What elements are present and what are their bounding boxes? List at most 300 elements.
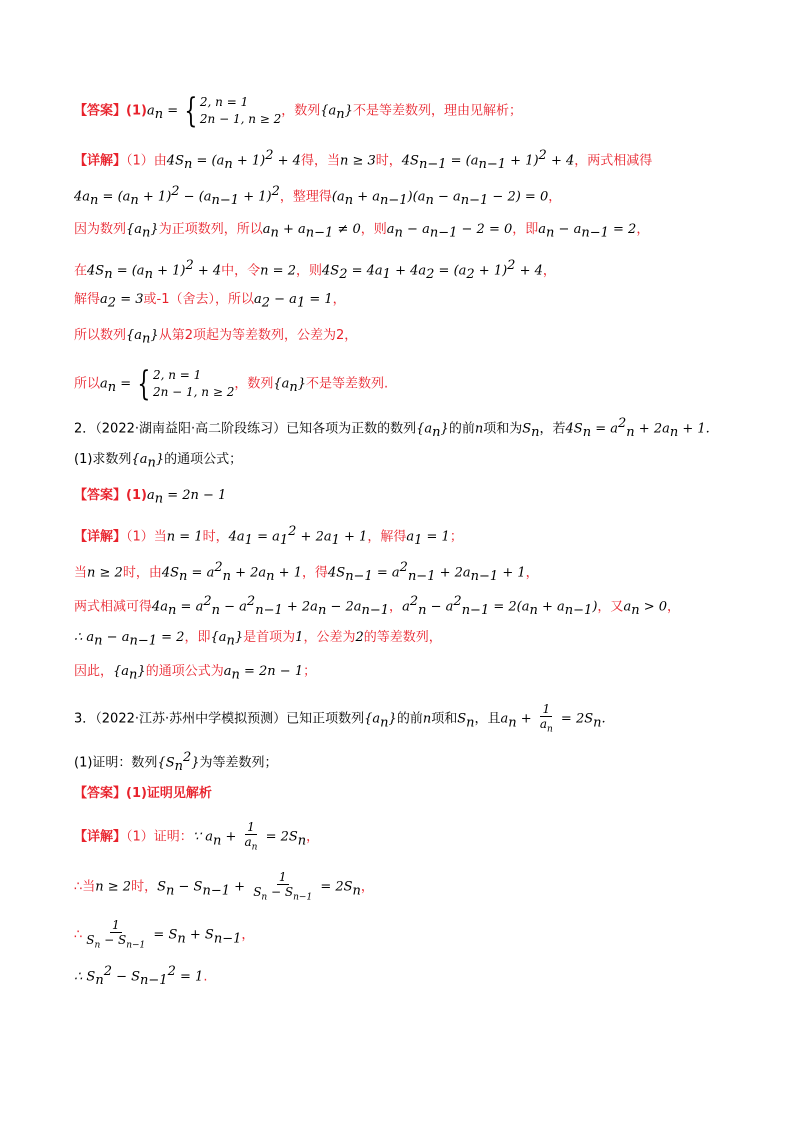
- math-text: 4S: [166, 153, 184, 169]
- math-text: = 3: [116, 292, 144, 307]
- subscript: n: [508, 715, 517, 731]
- math-text: +: [221, 829, 241, 845]
- fraction-numerator: 1: [111, 918, 120, 932]
- case-row: 2, n = 1: [199, 95, 249, 109]
- math-text: {a: [126, 328, 143, 343]
- subscript: n: [142, 331, 151, 347]
- text-run: 【答案】(1)证明见解析: [74, 786, 212, 801]
- text-run: 两式相减可得: [74, 599, 153, 615]
- superscript: 2: [171, 184, 180, 199]
- text-run: 时，: [375, 153, 402, 169]
- math-text: = 2n − 1: [239, 664, 304, 679]
- text-line: [74, 820, 319, 854]
- text-line: [74, 592, 680, 621]
- subscript: n: [94, 633, 103, 649]
- math-text: = 2n − 1: [163, 488, 227, 503]
- subscript: n: [226, 633, 235, 649]
- math-text: + a: [278, 222, 306, 237]
- subscript: n: [144, 266, 153, 282]
- subscript: n: [107, 380, 117, 396]
- math-text: }: [297, 376, 307, 392]
- math-text: n = 1: [166, 529, 203, 545]
- text-run: (1)求数列: [74, 452, 132, 467]
- subscript: n: [104, 266, 113, 282]
- text-run: ，则: [360, 222, 387, 237]
- superscript: 2: [271, 184, 280, 199]
- text-run: 的等差数列，: [363, 630, 442, 645]
- text-run: ，得: [301, 565, 328, 581]
- text-run: ，: [360, 879, 374, 895]
- text-run: ，: [525, 565, 539, 581]
- subscript: n: [529, 602, 538, 618]
- superscript: 2: [507, 258, 516, 273]
- math-text: − 2) = 0: [488, 189, 549, 205]
- text-run: ，若: [539, 421, 566, 437]
- subscript: n: [425, 192, 434, 208]
- math-text: ∴ a: [74, 630, 95, 645]
- superscript: 2: [246, 594, 256, 609]
- subscript: n−1: [460, 192, 489, 208]
- text-run: .: [203, 969, 208, 985]
- text-line: [74, 486, 226, 510]
- superscript: 2: [618, 416, 627, 431]
- math-text: a: [406, 529, 415, 545]
- text-run: 从第2项起为等差数列，公差为2，: [158, 328, 358, 343]
- math-text: {a: [131, 452, 148, 467]
- subscript: 2: [107, 295, 117, 311]
- math-text: + 2a: [634, 421, 670, 437]
- math-text: + 2a: [435, 565, 471, 581]
- math-text: 4S: [565, 421, 583, 437]
- math-text: (a: [331, 189, 345, 205]
- math-text: }: [191, 755, 200, 771]
- subscript: n: [582, 424, 592, 440]
- math-text: = 1: [175, 969, 204, 985]
- math-text: + 2a: [230, 565, 267, 581]
- subscript: n: [336, 107, 345, 123]
- text-run: ，整理得: [279, 189, 332, 205]
- text-run: （1）当: [126, 529, 167, 545]
- subscript: n: [183, 156, 193, 172]
- math-text: − S: [174, 879, 203, 895]
- math-text: − a: [433, 189, 461, 205]
- math-text: + 2a: [282, 599, 318, 615]
- superscript: 2: [185, 258, 194, 273]
- math-text: = 4a: [347, 263, 383, 279]
- subscript: n: [297, 833, 307, 849]
- fraction: [251, 870, 314, 904]
- math-text: − S: [111, 969, 141, 985]
- math-text: {a: [273, 376, 290, 392]
- math-text: 4a: [228, 529, 245, 545]
- math-text: = (a: [434, 263, 467, 279]
- subscript: n−1: [429, 225, 458, 241]
- math-text: =: [116, 376, 136, 392]
- math-text: + 4: [193, 263, 222, 279]
- text-run: ，数列: [234, 376, 274, 392]
- subscript: n−1: [202, 883, 231, 899]
- text-run: 的通项公式为: [145, 664, 224, 679]
- math-text: a: [386, 222, 395, 237]
- text-run: 为等差数列；: [199, 755, 278, 771]
- piecewise-brace: {: [184, 91, 198, 131]
- superscript: 2: [214, 560, 223, 575]
- text-run: （1）证明：: [126, 829, 193, 845]
- text-line: [74, 918, 254, 952]
- math-text: S: [157, 879, 167, 895]
- text-run: ，公差为: [303, 630, 356, 645]
- math-text: a: [253, 292, 262, 307]
- math-text: + 1): [138, 189, 172, 205]
- math-text: − a: [554, 222, 582, 237]
- text-line: [74, 558, 539, 587]
- subscript: n: [418, 602, 427, 618]
- text-run: 不是等差数列.: [306, 376, 389, 392]
- subscript: n−1: [361, 602, 390, 618]
- superscript: 2: [167, 964, 176, 979]
- subscript: n: [174, 758, 183, 774]
- subscript: n: [626, 424, 635, 440]
- fraction-denominator: $S_n - S_{n-1}$: [86, 933, 146, 951]
- math-text: )(a: [407, 189, 426, 205]
- fraction-denominator: $a_n$: [244, 835, 258, 853]
- text-run: 在: [74, 263, 88, 279]
- math-text: a: [262, 222, 271, 237]
- text-run: 时，: [131, 879, 158, 895]
- math-text: 2: [355, 630, 364, 645]
- text-line: [74, 522, 463, 551]
- subscript: n−1: [305, 225, 334, 241]
- math-text: a: [623, 599, 632, 615]
- subscript: n: [212, 833, 222, 849]
- subscript: n: [266, 568, 275, 584]
- math-text: + 1: [498, 565, 526, 581]
- fraction-numerator: 1: [278, 870, 287, 884]
- math-text: n = 2: [260, 263, 296, 279]
- case-row: 2n − 1, n ≥ 2: [152, 385, 235, 399]
- subscript: n−1: [213, 931, 242, 947]
- math-text: 1: [295, 630, 304, 645]
- math-text: 4S: [322, 263, 340, 279]
- text-run: (1)证明：数列: [74, 755, 158, 771]
- math-text: }: [234, 630, 244, 645]
- math-text: = S: [149, 927, 178, 943]
- text-run: 为正项数列，所以: [158, 222, 263, 237]
- math-text: }: [155, 452, 165, 467]
- subscript: n: [130, 192, 139, 208]
- subscript: 2: [339, 266, 348, 282]
- fraction-denominator: $a_n$: [539, 717, 553, 735]
- subscript: 1: [414, 532, 423, 548]
- math-text: + 1): [474, 263, 508, 279]
- math-text: + 2a: [296, 529, 332, 545]
- text-run: ；: [449, 529, 463, 545]
- text-line: [74, 364, 389, 404]
- math-text: n: [422, 711, 432, 727]
- math-text: = 2S: [261, 829, 298, 845]
- text-run: 当: [74, 565, 88, 581]
- text-run: ∴: [74, 927, 83, 943]
- math-text: {a: [126, 222, 143, 237]
- subscript: n−1: [345, 568, 373, 584]
- subscript: n: [289, 380, 298, 396]
- subscript: 2: [261, 295, 271, 311]
- subscript: n−1: [478, 156, 507, 172]
- math-text: 4S: [161, 565, 180, 581]
- math-text: − 2a: [326, 599, 362, 615]
- text-run: ，: [636, 222, 650, 237]
- text-run: 时，: [202, 529, 229, 545]
- text-run: ，: [389, 599, 403, 615]
- text-run: 项和: [431, 711, 458, 727]
- math-text: = (a: [98, 189, 131, 205]
- text-line: [74, 748, 278, 777]
- text-run: 2．（2022·湖南益阳·高二阶段练习）已知各项为正数的数列: [74, 421, 417, 437]
- text-line: [74, 450, 242, 474]
- text-run: ，: [548, 189, 562, 205]
- text-run: ，: [542, 263, 556, 279]
- text-line: [74, 290, 346, 314]
- subscript: n: [352, 883, 361, 899]
- math-text: + 4: [273, 153, 301, 169]
- math-text: }: [137, 664, 146, 679]
- fraction: [243, 820, 260, 854]
- text-line: [74, 146, 652, 175]
- math-text: + a: [537, 599, 565, 615]
- math-text: − a: [402, 222, 430, 237]
- text-run: ，解得: [367, 529, 407, 545]
- math-text: = 2(a: [489, 599, 530, 615]
- text-run: 是首项为: [243, 630, 296, 645]
- math-text: = (a: [112, 263, 145, 279]
- subscript: n: [546, 225, 555, 241]
- math-text: 4S: [401, 153, 419, 169]
- math-text: − a: [270, 292, 297, 307]
- math-text: a: [100, 376, 108, 392]
- math-text: {S: [157, 755, 175, 771]
- subscript: n−1: [407, 568, 436, 584]
- subscript: n−1: [129, 633, 157, 649]
- math-text: }: [150, 222, 159, 237]
- subscript: 1: [382, 266, 391, 282]
- text-run: 因此，: [74, 664, 114, 679]
- math-text: = a: [252, 529, 280, 545]
- superscript: 2: [399, 560, 408, 575]
- text-line: [74, 662, 316, 686]
- subscript: n: [317, 602, 327, 618]
- math-text: a: [146, 103, 155, 119]
- text-run: 【答案】(1): [74, 103, 147, 119]
- text-run: 得，当: [300, 153, 340, 169]
- text-line: [74, 91, 522, 131]
- superscript: 2: [538, 148, 547, 163]
- math-text: ∵ a: [192, 829, 213, 845]
- math-text: − a: [426, 599, 454, 615]
- subscript: n: [179, 568, 188, 584]
- text-run: ，: [332, 292, 346, 307]
- subscript: n: [344, 192, 354, 208]
- subscript: n: [631, 602, 640, 618]
- math-text: 4a: [74, 189, 91, 205]
- subscript: n−1: [564, 602, 593, 618]
- text-run: ，: [667, 599, 681, 615]
- math-text: a: [223, 664, 232, 679]
- text-line: [74, 414, 710, 443]
- subscript: n: [531, 424, 540, 440]
- math-text: + 4a: [390, 263, 427, 279]
- text-line: [74, 628, 442, 652]
- text-line: [74, 220, 649, 244]
- math-text: = 2S: [316, 879, 353, 895]
- math-text: + 4: [546, 153, 575, 169]
- math-text: {a: [210, 630, 227, 645]
- superscript: 2: [409, 594, 419, 609]
- subscript: n−1: [140, 972, 168, 988]
- subscript: n−1: [581, 225, 609, 241]
- subscript: n: [224, 156, 233, 172]
- math-text: n ≥ 2: [95, 879, 132, 895]
- superscript: 2: [103, 964, 112, 979]
- subscript: 1: [331, 532, 340, 548]
- subscript: n: [147, 455, 156, 471]
- math-text: }: [344, 103, 353, 119]
- math-text: = (a: [446, 153, 479, 169]
- math-text: }: [440, 421, 449, 437]
- piecewise-brace: {: [137, 364, 151, 404]
- math-text: − (a: [179, 189, 212, 205]
- subscript: n−1: [380, 192, 408, 208]
- text-line: [74, 702, 606, 736]
- math-text: + 1): [239, 189, 272, 205]
- math-text: S: [457, 711, 467, 727]
- math-text: = 2: [608, 222, 637, 237]
- math-text: + 1: [339, 529, 368, 545]
- math-text: n: [474, 421, 484, 437]
- text-run: ，两式相减得: [574, 153, 653, 169]
- text-line: [74, 256, 556, 285]
- fraction: [84, 918, 147, 952]
- math-text: 4S: [328, 565, 346, 581]
- text-run: 项和为: [483, 421, 523, 437]
- subscript: n: [669, 424, 679, 440]
- math-text: − a: [102, 630, 130, 645]
- math-text: }: [388, 711, 397, 727]
- math-text: a: [538, 222, 547, 237]
- text-line: [74, 870, 374, 904]
- subscript: 2: [466, 266, 475, 282]
- text-run: 3．（2022·江苏·苏州中学模拟预测）已知正项数列: [74, 711, 365, 727]
- superscript: 2: [203, 594, 212, 609]
- math-text: n ≥ 2: [87, 565, 123, 581]
- text-run: 不是等差数列，理由见解析；: [352, 103, 522, 119]
- subscript: n: [394, 225, 403, 241]
- math-text: − a: [220, 599, 247, 615]
- text-run: ；: [303, 664, 317, 679]
- math-text: 4S: [87, 263, 105, 279]
- subscript: n: [432, 424, 441, 440]
- superscript: 2: [265, 148, 274, 163]
- subscript: n−1: [470, 568, 499, 584]
- fraction-numerator: 1: [542, 702, 551, 716]
- superscript: 2: [453, 594, 462, 609]
- text-run: ∴当: [74, 879, 96, 895]
- text-line: [74, 784, 212, 804]
- math-text: = a: [187, 565, 215, 581]
- math-text: = a: [176, 599, 204, 615]
- text-run: 解得: [74, 292, 101, 307]
- math-text: + a: [353, 189, 380, 205]
- text-run: 【详解】: [74, 153, 127, 169]
- text-run: 【答案】(1): [74, 488, 147, 503]
- fraction-denominator: $S_n - S_{n-1}$: [253, 885, 313, 903]
- subscript: 2: [426, 266, 435, 282]
- subscript: 1: [279, 532, 289, 548]
- subscript: n: [154, 491, 164, 507]
- subscript: n: [142, 225, 151, 241]
- superscript: 2: [182, 750, 192, 765]
- math-text: S: [522, 421, 532, 437]
- subscript: n: [593, 715, 602, 731]
- text-run: 的通项公式；: [164, 452, 243, 467]
- math-text: + 1.: [678, 421, 710, 437]
- text-run: 所以: [74, 376, 101, 392]
- subscript: n: [154, 107, 164, 123]
- text-run: 所以数列: [74, 328, 127, 343]
- math-text: > 0: [639, 599, 668, 615]
- math-text: + 1): [152, 263, 186, 279]
- math-text: = a: [591, 421, 618, 437]
- subscript: n: [95, 972, 104, 988]
- text-line: [74, 326, 357, 350]
- subscript: n: [231, 667, 240, 683]
- math-text: = 2S: [556, 711, 594, 727]
- math-text: = 1: [305, 292, 333, 307]
- text-run: （1）由: [126, 153, 167, 169]
- math-text: {a: [113, 664, 130, 679]
- superscript: 2: [288, 524, 297, 539]
- math-text: 4a: [152, 599, 169, 615]
- subscript: 1: [296, 295, 306, 311]
- math-text: }: [150, 328, 159, 343]
- subscript: n−1: [418, 156, 447, 172]
- math-text: a: [146, 488, 155, 503]
- case-row: 2n − 1, n ≥ 2: [199, 112, 282, 126]
- text-run: ，且: [474, 711, 501, 727]
- subscript: n: [129, 667, 138, 683]
- math-text: − 2 = 0: [457, 222, 513, 237]
- math-text: + 4: [515, 263, 543, 279]
- fraction: [538, 702, 555, 736]
- math-text: +: [516, 711, 536, 727]
- subscript: n: [380, 715, 389, 731]
- math-text: +: [230, 879, 250, 895]
- math-text: a: [402, 599, 410, 615]
- case-row: 2, n = 1: [152, 368, 202, 382]
- math-text: = (a: [192, 153, 225, 169]
- subscript: n−1: [211, 192, 240, 208]
- math-text: ≠ 0: [333, 222, 361, 237]
- text-run: 的前: [448, 421, 475, 437]
- text-line: [74, 962, 207, 991]
- math-text: =: [163, 103, 183, 119]
- text-run: 因为数列: [74, 222, 127, 237]
- text-run: ，即: [184, 630, 211, 645]
- subscript: n: [168, 602, 177, 618]
- math-text: ): [592, 599, 598, 615]
- subscript: n: [90, 192, 99, 208]
- text-run: 时，由: [122, 565, 162, 581]
- text-run: 或-1（舍去），所以: [143, 292, 254, 307]
